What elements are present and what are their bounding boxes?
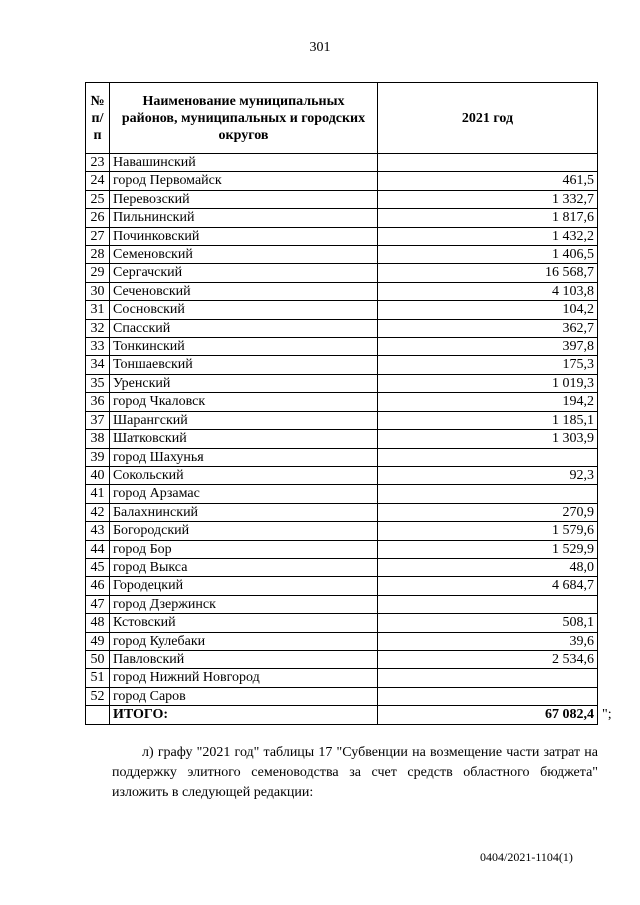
row-value: 1 185,1 bbox=[378, 411, 598, 429]
row-name: Семеновский bbox=[110, 246, 378, 264]
table-header-row bbox=[86, 83, 598, 154]
row-number: 24 bbox=[86, 172, 110, 190]
table-row bbox=[86, 154, 598, 172]
row-value: 508,1 bbox=[378, 614, 598, 632]
table-row bbox=[86, 172, 598, 190]
row-value: 4 684,7 bbox=[378, 577, 598, 595]
amendment-paragraph bbox=[112, 743, 598, 803]
row-name: Сергачский bbox=[110, 264, 378, 282]
table-row bbox=[86, 448, 598, 466]
row-name: город Арзамас bbox=[110, 485, 378, 503]
row-number: 27 bbox=[86, 227, 110, 245]
table-row bbox=[86, 301, 598, 319]
row-value: 194,2 bbox=[378, 393, 598, 411]
row-value: 397,8 bbox=[378, 338, 598, 356]
row-value: 1 432,2 bbox=[378, 227, 598, 245]
table-row bbox=[86, 356, 598, 374]
table-row bbox=[86, 411, 598, 429]
table-row bbox=[86, 393, 598, 411]
row-number: 38 bbox=[86, 430, 110, 448]
row-name: Уренский bbox=[110, 374, 378, 392]
row-name: город Бор bbox=[110, 540, 378, 558]
row-name: город Чкаловск bbox=[110, 393, 378, 411]
table-row bbox=[86, 632, 598, 650]
row-number: 32 bbox=[86, 319, 110, 337]
row-name: Павловский bbox=[110, 650, 378, 668]
header-name: Наименование муниципальных районов, муниципальных и городских округов bbox=[110, 83, 378, 154]
closing-quote: "; bbox=[602, 707, 612, 722]
table-row bbox=[86, 595, 598, 613]
row-value: 92,3 bbox=[378, 466, 598, 484]
row-name: город Первомайск bbox=[110, 172, 378, 190]
row-number: 39 bbox=[86, 448, 110, 466]
table-row bbox=[86, 374, 598, 392]
table-row bbox=[86, 466, 598, 484]
table-row bbox=[86, 558, 598, 576]
row-value: 48,0 bbox=[378, 558, 598, 576]
row-number: 43 bbox=[86, 522, 110, 540]
row-name: Починковский bbox=[110, 227, 378, 245]
row-name: Сосновский bbox=[110, 301, 378, 319]
row-name: Богородский bbox=[110, 522, 378, 540]
table-row bbox=[86, 264, 598, 282]
table-row bbox=[86, 614, 598, 632]
page-number: 301 bbox=[309, 40, 331, 55]
table-row bbox=[86, 246, 598, 264]
row-value: 461,5 bbox=[378, 172, 598, 190]
row-number: 48 bbox=[86, 614, 110, 632]
row-number: 41 bbox=[86, 485, 110, 503]
row-name: город Кулебаки bbox=[110, 632, 378, 650]
row-name: Спасский bbox=[110, 319, 378, 337]
row-number: 40 bbox=[86, 466, 110, 484]
table-row bbox=[86, 669, 598, 687]
row-value: 175,3 bbox=[378, 356, 598, 374]
header-num: № п/п bbox=[86, 83, 110, 154]
table-row bbox=[86, 227, 598, 245]
row-number: 29 bbox=[86, 264, 110, 282]
row-number: 30 bbox=[86, 282, 110, 300]
row-value: 1 332,7 bbox=[378, 190, 598, 208]
row-number: 34 bbox=[86, 356, 110, 374]
table-row bbox=[86, 430, 598, 448]
row-value: 1 303,9 bbox=[378, 430, 598, 448]
row-name: город Саров bbox=[110, 687, 378, 705]
row-number: 47 bbox=[86, 595, 110, 613]
row-value: 4 103,8 bbox=[378, 282, 598, 300]
row-number: 45 bbox=[86, 558, 110, 576]
row-number: 49 bbox=[86, 632, 110, 650]
row-name: Сеченовский bbox=[110, 282, 378, 300]
row-number: 26 bbox=[86, 209, 110, 227]
row-value bbox=[378, 448, 598, 466]
row-number: 44 bbox=[86, 540, 110, 558]
row-value: 270,9 bbox=[378, 503, 598, 521]
table-row bbox=[86, 209, 598, 227]
total-empty-cell bbox=[86, 706, 110, 724]
row-number: 50 bbox=[86, 650, 110, 668]
row-name: Сокольский bbox=[110, 466, 378, 484]
row-name: Тоншаевский bbox=[110, 356, 378, 374]
row-value bbox=[378, 595, 598, 613]
row-value bbox=[378, 669, 598, 687]
row-value: 16 568,7 bbox=[378, 264, 598, 282]
row-number: 31 bbox=[86, 301, 110, 319]
row-value: 1 019,3 bbox=[378, 374, 598, 392]
total-row bbox=[86, 706, 598, 724]
row-name: город Выкса bbox=[110, 558, 378, 576]
table-row bbox=[86, 485, 598, 503]
table-row bbox=[86, 503, 598, 521]
table-row bbox=[86, 650, 598, 668]
document-code: 0404/2021-1104(1) bbox=[480, 850, 573, 864]
row-number: 28 bbox=[86, 246, 110, 264]
row-value: 2 534,6 bbox=[378, 650, 598, 668]
table-row bbox=[86, 577, 598, 595]
row-number: 25 bbox=[86, 190, 110, 208]
row-number: 23 bbox=[86, 154, 110, 172]
table-row bbox=[86, 338, 598, 356]
amendment-text: л) графу "2021 год" таблицы 17 "Субвенции на возмещение части затрат на поддержку элитного семеноводства за счет средств областного бюджета" изложить в следующей редакции: bbox=[112, 745, 598, 800]
row-value: 104,2 bbox=[378, 301, 598, 319]
table-row bbox=[86, 540, 598, 558]
row-number: 42 bbox=[86, 503, 110, 521]
row-name: Шарангский bbox=[110, 411, 378, 429]
table-row bbox=[86, 319, 598, 337]
row-value: 39,6 bbox=[378, 632, 598, 650]
row-value: 362,7 bbox=[378, 319, 598, 337]
row-name: город Шахунья bbox=[110, 448, 378, 466]
row-name: Навашинский bbox=[110, 154, 378, 172]
row-number: 37 bbox=[86, 411, 110, 429]
total-label: ИТОГО: bbox=[110, 706, 378, 724]
row-value: 1 817,6 bbox=[378, 209, 598, 227]
row-name: город Нижний Новгород bbox=[110, 669, 378, 687]
row-name: Пильнинский bbox=[110, 209, 378, 227]
total-value: 67 082,4 bbox=[378, 706, 598, 724]
row-name: город Дзержинск bbox=[110, 595, 378, 613]
row-name: Перевозский bbox=[110, 190, 378, 208]
row-value: 1 406,5 bbox=[378, 246, 598, 264]
row-value: 1 579,6 bbox=[378, 522, 598, 540]
row-number: 46 bbox=[86, 577, 110, 595]
row-value: 1 529,9 bbox=[378, 540, 598, 558]
table-row bbox=[86, 522, 598, 540]
row-number: 51 bbox=[86, 669, 110, 687]
row-number: 33 bbox=[86, 338, 110, 356]
row-number: 52 bbox=[86, 687, 110, 705]
row-value bbox=[378, 687, 598, 705]
row-value bbox=[378, 154, 598, 172]
table-row bbox=[86, 282, 598, 300]
row-number: 36 bbox=[86, 393, 110, 411]
row-name: Кстовский bbox=[110, 614, 378, 632]
header-year: 2021 год bbox=[378, 83, 598, 154]
row-number: 35 bbox=[86, 374, 110, 392]
row-name: Тонкинский bbox=[110, 338, 378, 356]
table-row bbox=[86, 687, 598, 705]
row-value bbox=[378, 485, 598, 503]
row-name: Городецкий bbox=[110, 577, 378, 595]
subsidy-table bbox=[85, 82, 598, 725]
table-row bbox=[86, 190, 598, 208]
row-name: Балахнинский bbox=[110, 503, 378, 521]
row-name: Шатковский bbox=[110, 430, 378, 448]
